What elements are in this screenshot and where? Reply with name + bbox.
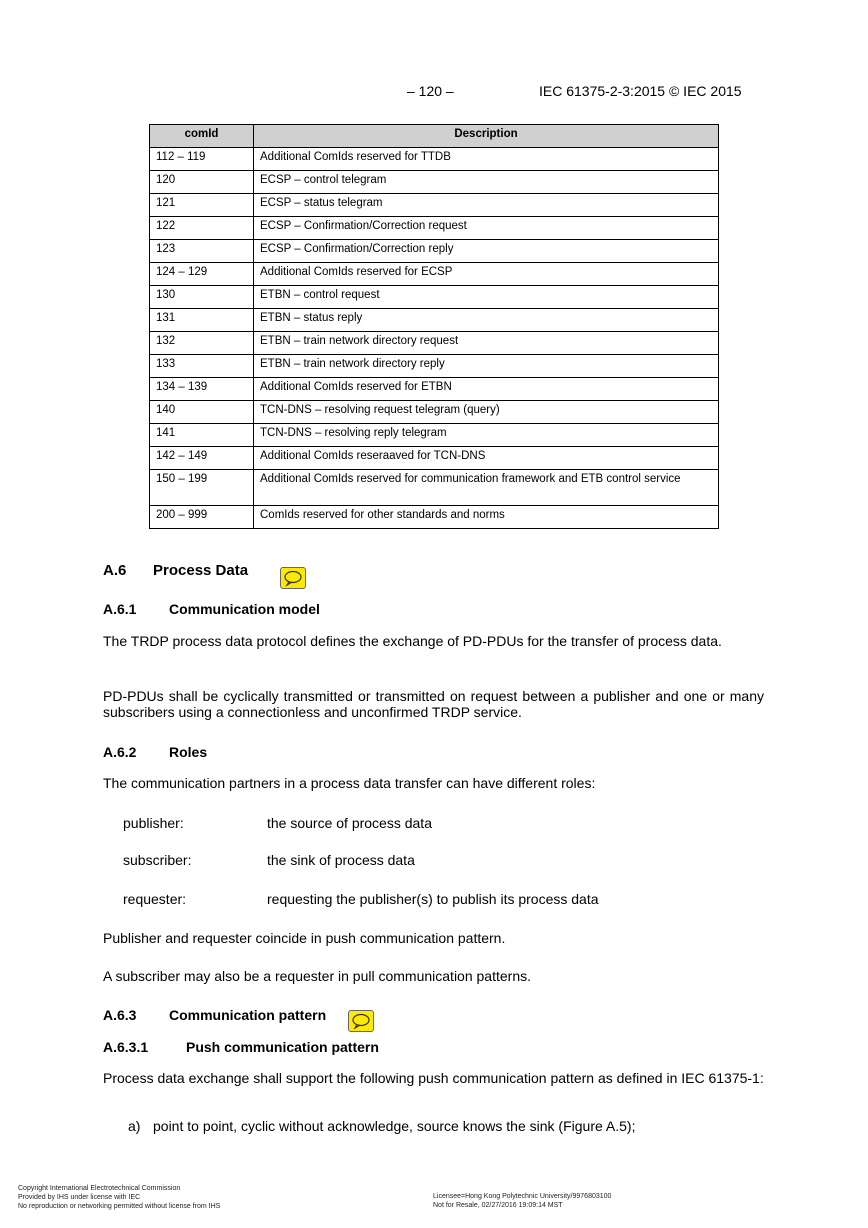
table-row [150, 424, 719, 447]
role-term: publisher: [123, 815, 184, 831]
table-row [150, 309, 719, 332]
description-cell: ETBN – train network directory request [254, 332, 719, 355]
footer-line: Copyright International Electrotechnical Commission [18, 1185, 181, 1192]
column-header: Description [254, 125, 719, 148]
role-description: the source of process data [267, 815, 432, 831]
paragraph: PD-PDUs shall be cyclically transmitted or transmitted on request between a publisher and one or many subscribers using a connectionless and unconfirmed TRDP service. [103, 688, 764, 720]
description-cell: TCN-DNS – resolving request telegram (query) [254, 401, 719, 424]
description-cell: Additional ComIds reserved for communication framework and ETB control service [254, 470, 719, 506]
comid-cell: 132 [150, 332, 254, 355]
description-cell: TCN-DNS – resolving reply telegram [254, 424, 719, 447]
table-row [150, 148, 719, 171]
table-row [150, 263, 719, 286]
subsection-title: Communication model [169, 601, 320, 617]
comid-cell: 134 – 139 [150, 378, 254, 401]
comment-note-icon[interactable] [348, 1010, 374, 1032]
footer-license [433, 1192, 611, 1210]
table-row [150, 171, 719, 194]
comid-cell: 133 [150, 355, 254, 378]
comid-cell: 122 [150, 217, 254, 240]
description-cell: ECSP – Confirmation/Correction request [254, 217, 719, 240]
table-body [150, 148, 719, 529]
comid-cell: 124 – 129 [150, 263, 254, 286]
paragraph: The communication partners in a process data transfer can have different roles: [103, 775, 596, 791]
comid-cell: 200 – 999 [150, 506, 254, 529]
list-marker: a) [128, 1118, 141, 1134]
column-header: comId [150, 125, 254, 148]
description-cell: ETBN – control request [254, 286, 719, 309]
comid-cell: 112 – 119 [150, 148, 254, 171]
comid-cell: 141 [150, 424, 254, 447]
description-cell: ComIds reserved for other standards and norms [254, 506, 719, 529]
table-row [150, 194, 719, 217]
role-term: subscriber: [123, 852, 192, 868]
role-term: requester: [123, 891, 187, 907]
table-header-row [150, 125, 719, 148]
comid-cell: 150 – 199 [150, 470, 254, 506]
table-row [150, 401, 719, 424]
role-description: requesting the publisher(s) to publish its process data [267, 891, 599, 907]
role-description: the sink of process data [267, 852, 415, 868]
table-row [150, 470, 719, 506]
section-number: A.6 [103, 562, 127, 579]
table-row [150, 286, 719, 309]
footer-line: Not for Resale, 02/27/2016 19:09:14 MST [433, 1202, 563, 1209]
description-cell: Additional ComIds reserved for TTDB [254, 148, 719, 171]
paragraph: Publisher and requester coincide in push communication pattern. [103, 930, 506, 946]
comid-cell: 142 – 149 [150, 447, 254, 470]
comment-note-icon[interactable] [280, 567, 306, 589]
comid-cell: 123 [150, 240, 254, 263]
table-row [150, 217, 719, 240]
comid-cell: 130 [150, 286, 254, 309]
subsection-number: A.6.1 [103, 601, 137, 617]
footer-line: Licensee=Hong Kong Polytechnic University/9976803100 [433, 1193, 612, 1200]
subsection-number: A.6.3 [103, 1007, 137, 1023]
footer-line: Provided by IHS under license with IEC [18, 1194, 141, 1201]
table-row [150, 240, 719, 263]
subsubsection-title: Push communication pattern [186, 1039, 379, 1055]
comid-cell: 131 [150, 309, 254, 332]
description-cell: Additional ComIds reserved for ECSP [254, 263, 719, 286]
comid-cell: 140 [150, 401, 254, 424]
table-row [150, 355, 719, 378]
paragraph: Process data exchange shall support the following push communication pattern as defined in IEC 61375-1: [103, 1070, 764, 1086]
list-item: point to point, cyclic without acknowledge, source knows the sink (Figure A.5); [153, 1118, 636, 1134]
subsection-title: Communication pattern [169, 1007, 327, 1023]
paragraph: A subscriber may also be a requester in pull communication patterns. [103, 968, 531, 984]
comid-cell: 121 [150, 194, 254, 217]
description-cell: ETBN – train network directory reply [254, 355, 719, 378]
standard-reference: IEC 61375-2-3:2015 © IEC 2015 [539, 83, 742, 99]
table-row [150, 332, 719, 355]
subsection-title: Roles [169, 744, 208, 760]
table-row [150, 447, 719, 470]
subsection-number: A.6.2 [103, 744, 137, 760]
description-cell: Additional ComIds reseraaved for TCN-DNS [254, 447, 719, 470]
footer-copyright [18, 1184, 220, 1211]
table-row [150, 378, 719, 401]
description-cell: ECSP – control telegram [254, 171, 719, 194]
description-cell: ECSP – status telegram [254, 194, 719, 217]
table-row [150, 506, 719, 529]
paragraph: The TRDP process data protocol defines the exchange of PD-PDUs for the transfer of process data. [103, 633, 722, 649]
description-cell: Additional ComIds reserved for ETBN [254, 378, 719, 401]
comid-table [149, 124, 719, 529]
section-title: Process Data [153, 562, 249, 579]
description-cell: ETBN – status reply [254, 309, 719, 332]
comid-cell: 120 [150, 171, 254, 194]
footer-line: No reproduction or networking permitted without license from IHS [18, 1203, 221, 1210]
description-cell: ECSP – Confirmation/Correction reply [254, 240, 719, 263]
page-number: – 120 – [407, 83, 454, 99]
subsubsection-number: A.6.3.1 [103, 1039, 149, 1055]
